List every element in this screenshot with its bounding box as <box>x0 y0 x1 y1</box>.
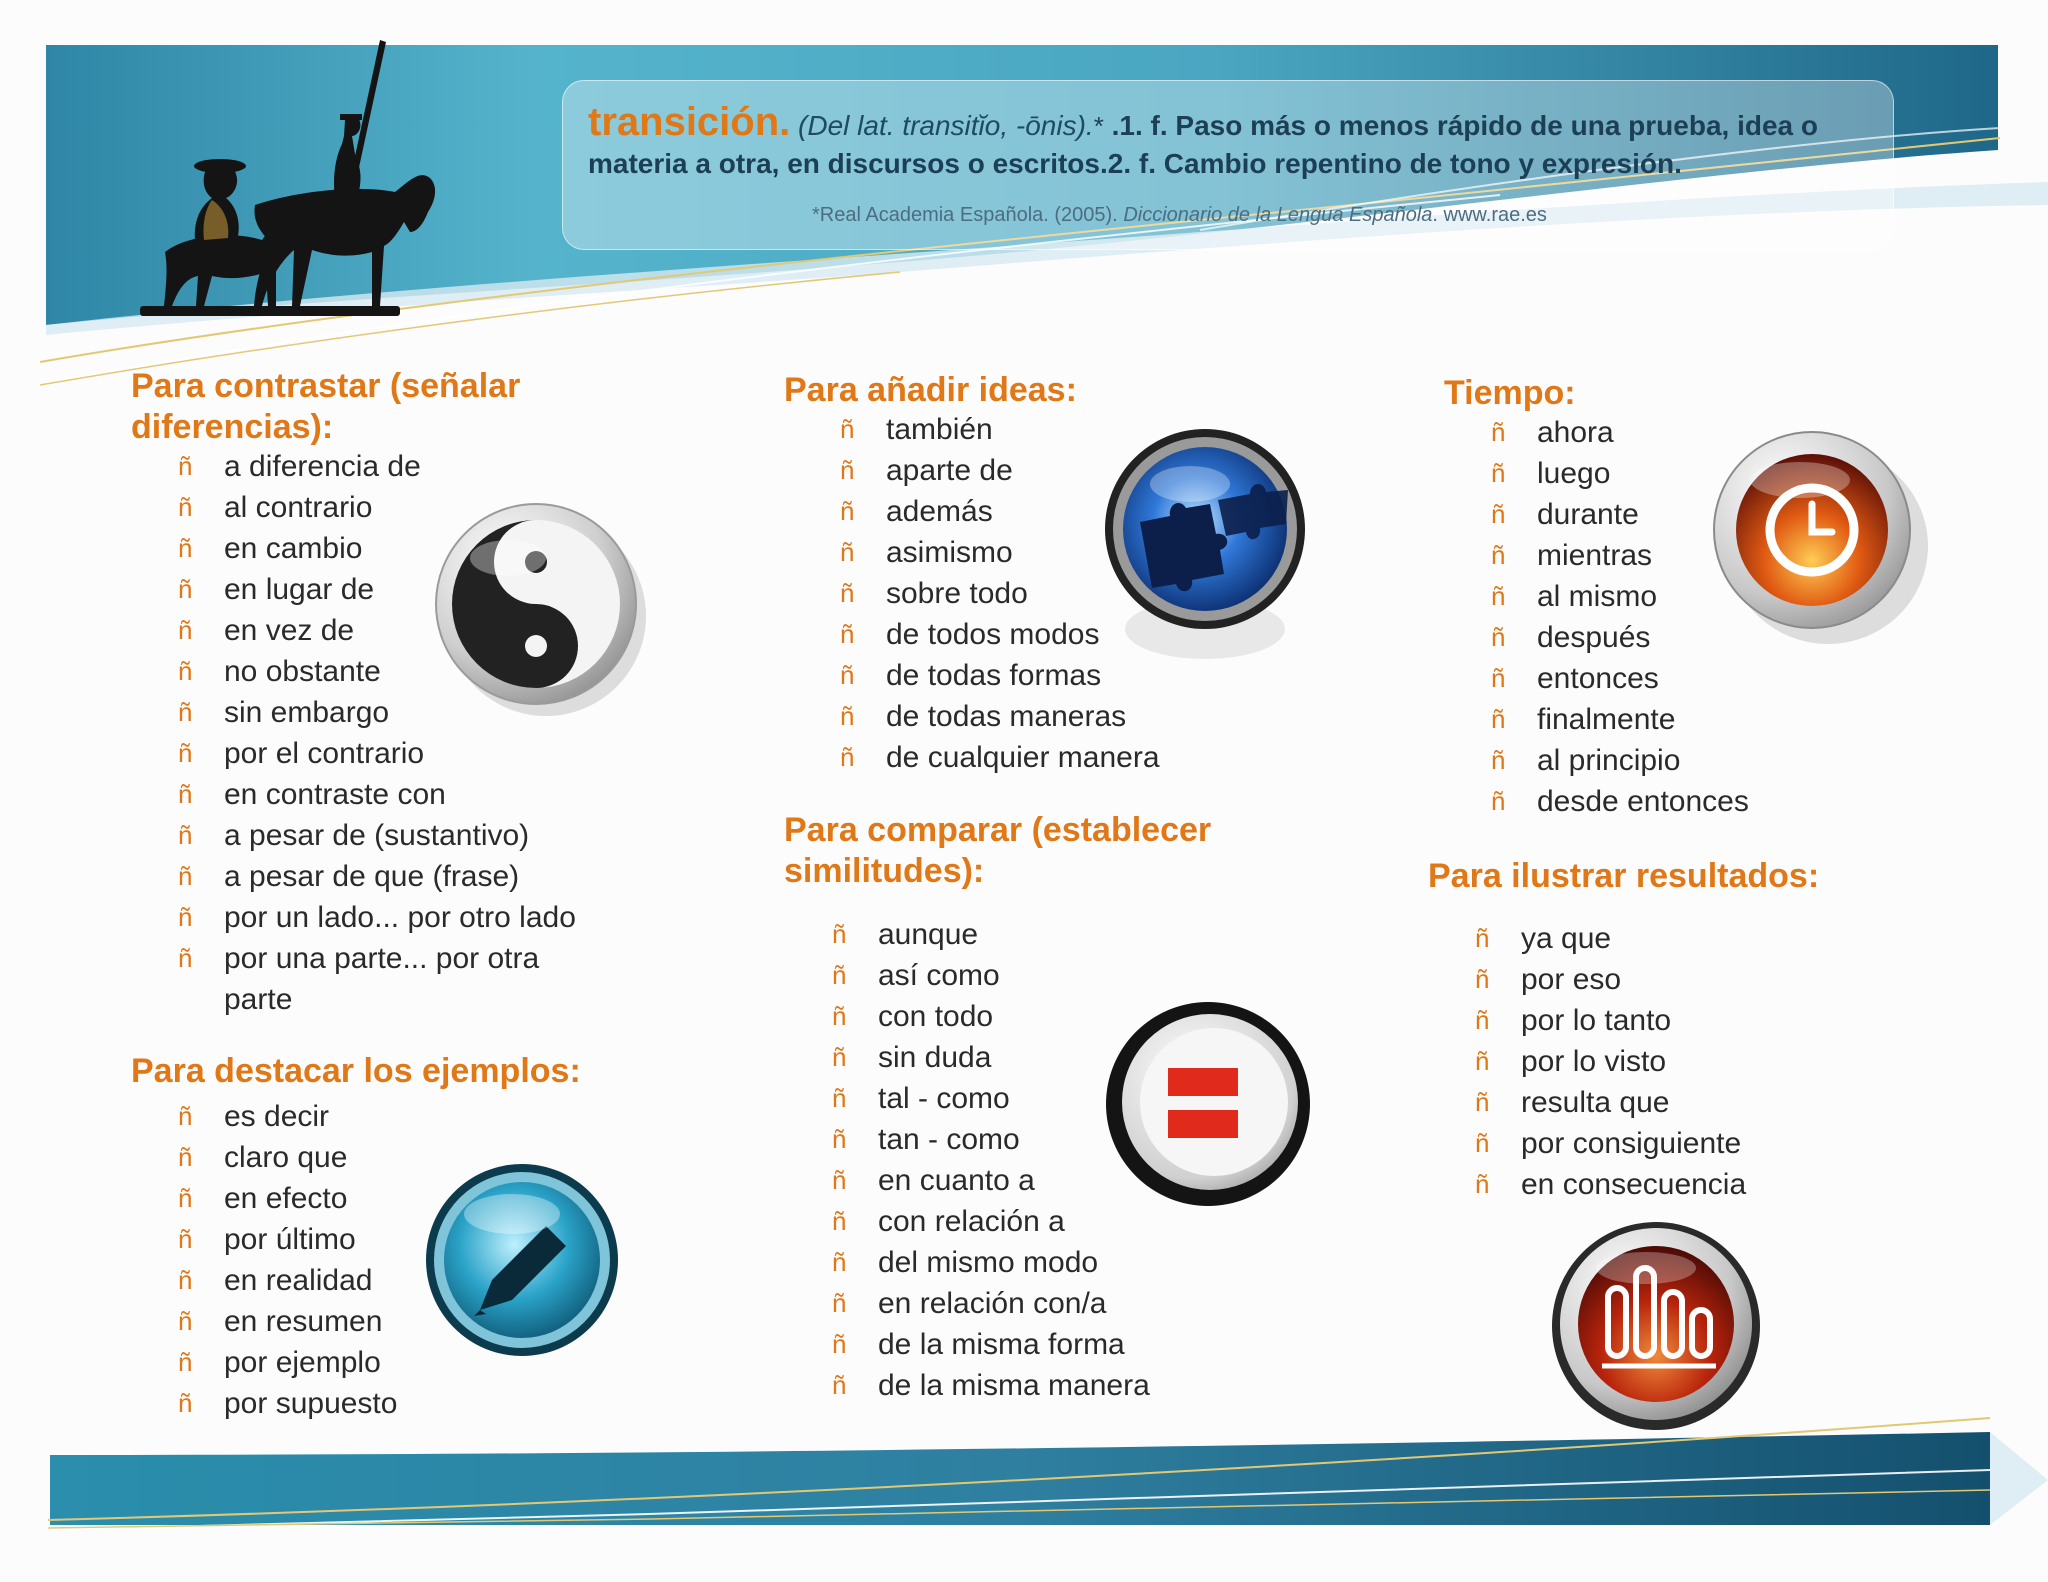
list-item: ñ tan - como <box>832 1119 1150 1160</box>
list-item: ñ sobre todo <box>840 573 1160 614</box>
list-item: ñ es decir <box>178 1096 397 1137</box>
list-item: ñ por un lado... por otro lado <box>178 897 604 938</box>
list-item: ñ al contrario <box>178 487 604 528</box>
list-item: ñ del mismo modo <box>832 1242 1150 1283</box>
list-item: ñ también <box>840 409 1160 450</box>
list-item: ñ tal - como <box>832 1078 1150 1119</box>
list-item: ñ en cuanto a <box>832 1160 1150 1201</box>
citation: *Real Academia Española. (2005). Diccionario de la Lengua Española. www.rae.es <box>812 204 1547 226</box>
section-title-resultados: Para ilustrar resultados: <box>1428 857 1820 895</box>
list-item: ñ ahora <box>1491 412 1749 453</box>
section-title-contrastar: Para contrastar (señalar diferencias): <box>131 367 521 446</box>
section-title-tiempo: Tiempo: <box>1444 374 1576 412</box>
list-item: ñ luego <box>1491 453 1749 494</box>
list-item: ñ sin duda <box>832 1037 1150 1078</box>
list-item: ñ al principio <box>1491 740 1749 781</box>
list-item: ñ finalmente <box>1491 699 1749 740</box>
list-item: ñ desde entonces <box>1491 781 1749 822</box>
section-title-comparar: Para comparar (establecer similitudes): <box>784 811 1212 890</box>
puzzle-icon <box>1100 424 1310 674</box>
list-item: ñ de la misma forma <box>832 1324 1150 1365</box>
section-title-anadir: Para añadir ideas: <box>784 371 1077 409</box>
list-item: ñ de todos modos <box>840 614 1160 655</box>
definition-line-2: materia a otra, en discursos o escritos.2. f. Cambio repentino de tono y expresión. <box>588 148 1682 179</box>
list-item: ñ aunque <box>832 914 1150 955</box>
list-item: ñ mientras <box>1491 535 1749 576</box>
list-item: ñ de todas formas <box>840 655 1160 696</box>
list-item: ñ claro que <box>178 1137 397 1178</box>
list-item: ñ no obstante <box>178 651 604 692</box>
list-item: ñ después <box>1491 617 1749 658</box>
list-item: ñ en realidad <box>178 1260 397 1301</box>
list-item: ñ de todas maneras <box>840 696 1160 737</box>
list-item: ñ en contraste con <box>178 774 604 815</box>
list-item: ñ ya que <box>1475 918 1746 959</box>
list-item: ñ por ejemplo <box>178 1342 397 1383</box>
list-item: ñ a pesar de (sustantivo) <box>178 815 604 856</box>
list-item: ñ por el contrario <box>178 733 604 774</box>
list-item: ñ aparte de <box>840 450 1160 491</box>
list-item: ñ a diferencia de <box>178 446 604 487</box>
list-item: ñ por eso <box>1475 959 1746 1000</box>
list-item: ñ resulta que <box>1475 1082 1746 1123</box>
definition-etymology: (Del lat. transitĭo, -ōnis). <box>798 110 1094 141</box>
list-item: ñ con relación a <box>832 1201 1150 1242</box>
list-item: ñ de cualquier manera <box>840 737 1160 778</box>
list-item: ñ en efecto <box>178 1178 397 1219</box>
definition-star: * <box>1093 111 1104 141</box>
bar-chart-icon <box>1546 1216 1766 1436</box>
list-item: ñ por último <box>178 1219 397 1260</box>
list-item: ñ al mismo <box>1491 576 1749 617</box>
list-item: ñ por una parte... por otra parte <box>178 938 604 1020</box>
section-title-destacar: Para destacar los ejemplos: <box>131 1052 581 1090</box>
list-item: ñ por lo visto <box>1475 1041 1746 1082</box>
list-item: ñ en relación con/a <box>832 1283 1150 1324</box>
list-item: ñ con todo <box>832 996 1150 1037</box>
list-item: ñ sin embargo <box>178 692 604 733</box>
list-item: ñ asimismo <box>840 532 1160 573</box>
equals-icon <box>1098 998 1318 1218</box>
list-item: ñ en lugar de <box>178 569 604 610</box>
pencil-icon <box>422 1160 622 1360</box>
list-item: ñ además <box>840 491 1160 532</box>
list-item: ñ por lo tanto <box>1475 1000 1746 1041</box>
list-item: ñ de la misma manera <box>832 1365 1150 1406</box>
definition-word: transición. <box>588 100 791 144</box>
list-item: ñ en resumen <box>178 1301 397 1342</box>
yin-yang-icon <box>428 498 648 718</box>
list-resultados <box>1475 918 1746 1205</box>
list-destacar <box>178 1096 397 1424</box>
clock-icon <box>1700 424 1940 654</box>
list-item: ñ durante <box>1491 494 1749 535</box>
list-item: ñ por consiguiente <box>1475 1123 1746 1164</box>
list-item: ñ entonces <box>1491 658 1749 699</box>
list-item: ñ por supuesto <box>178 1383 397 1424</box>
definition-sense-1: .1. f. Paso más o menos rápido de una prueba, idea o <box>1111 110 1818 141</box>
definition-line-1 <box>588 100 1818 145</box>
list-item: ñ en vez de <box>178 610 604 651</box>
list-item: ñ a pesar de que (frase) <box>178 856 604 897</box>
list-item: ñ en consecuencia <box>1475 1164 1746 1205</box>
citation-title: Diccionario de la Lengua Española <box>1123 204 1433 226</box>
list-item: ñ en cambio <box>178 528 604 569</box>
list-item: ñ así como <box>832 955 1150 996</box>
